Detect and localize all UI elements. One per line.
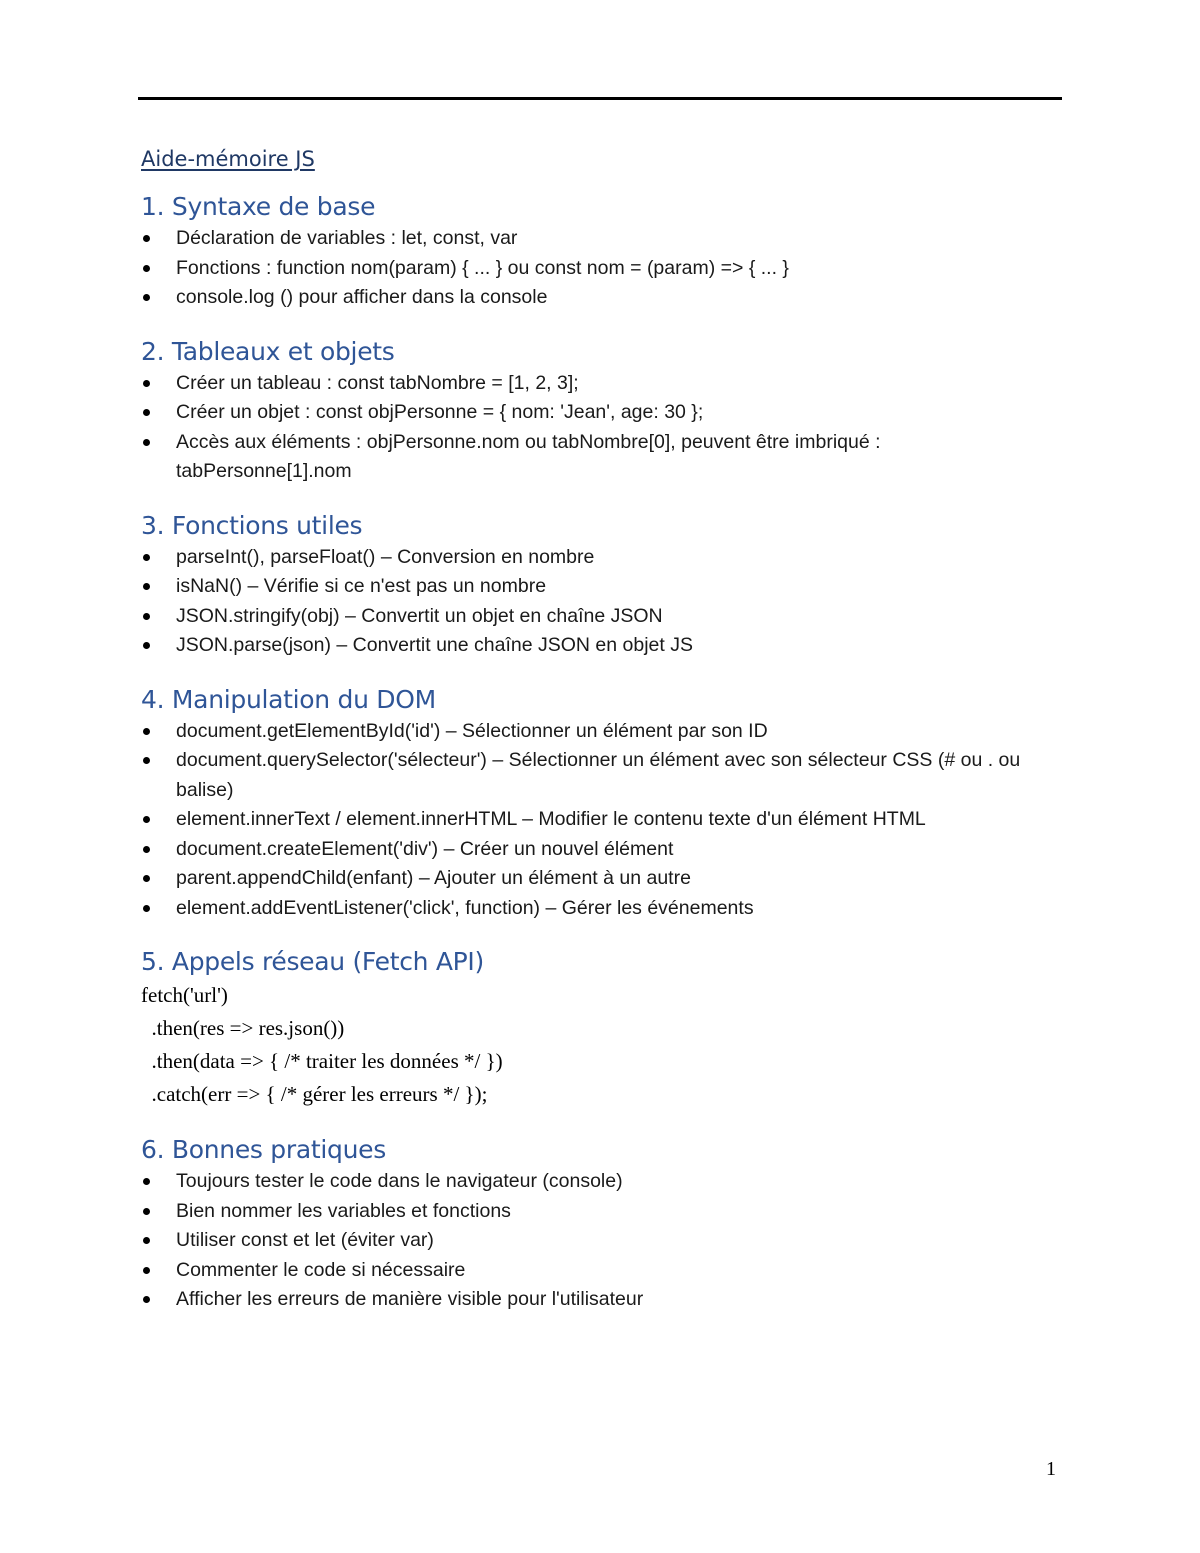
bullet-icon [143,1267,150,1274]
bullet-list [141,543,1061,661]
list-item [141,835,1061,865]
section-heading: 5. Appels réseau (Fetch API) [141,947,484,976]
list-item-text: element.innerText / element.innerHTML – Modifier le contenu texte d'un élément HTML [176,808,926,830]
list-item-text: element.addEventListener('click', function) – Gérer les événements [176,896,754,919]
list-item-text: Fonctions : function nom(param) { ... } ou const nom = (param) => { ... } [176,256,789,279]
bullet-list [141,224,1061,313]
section-bonnes-pratiques [141,1133,1061,1315]
list-item-text: isNaN() – Vérifie si ce n'est pas un nombre [176,575,547,597]
list-item-text: document.getElementById('id') – Sélectionner un élément par son ID [176,719,768,742]
list-item [141,717,1061,747]
list-item-text: Afficher les erreurs de manière visible pour l'utilisateur [176,1288,644,1310]
list-item-text: Créer un tableau : const tabNombre = [1, 2, 3]; [176,371,579,394]
list-item [141,805,1061,835]
list-item [141,572,1061,602]
section-appels-reseau [141,945,1061,1111]
list-item [141,1285,1061,1315]
list-item-text: JSON.stringify(obj) – Convertit un objet en chaîne JSON [176,604,663,627]
list-item [141,631,1061,661]
bullet-icon [143,554,150,561]
bullet-icon [143,409,150,416]
list-item [141,1167,1061,1197]
bullet-list [141,1167,1061,1315]
bullet-icon [143,728,150,735]
list-item [141,254,1061,284]
document-body [141,142,1061,1337]
bullet-icon [143,439,150,446]
bullet-icon [143,265,150,272]
bullet-icon [143,642,150,649]
header-rule [138,97,1062,100]
bullet-list [141,369,1061,487]
list-item [141,864,1061,894]
bullet-icon [143,613,150,620]
bullet-icon [143,875,150,882]
list-item [141,1226,1061,1256]
section-fonctions-utiles [141,509,1061,661]
bullet-icon [143,380,150,387]
code-line: .then(data => { /* traiter les données */ }) [141,1049,503,1073]
bullet-icon [143,1178,150,1185]
bullet-icon [143,1208,150,1215]
list-item [141,894,1061,924]
section-tableaux-et-objets [141,335,1061,487]
bullet-icon [143,846,150,853]
list-item-text: Déclaration de variables : let, const, var [176,227,518,249]
list-item [141,746,1061,805]
section-heading: 6. Bonnes pratiques [141,1135,386,1164]
section-heading: 3. Fonctions utiles [141,510,363,540]
page-number: 1 [1046,1458,1056,1480]
list-item [141,1197,1061,1227]
list-item [141,369,1061,399]
list-item-text: Toujours tester le code dans le navigateur (console) [176,1170,623,1192]
bullet-icon [143,235,150,242]
section-syntaxe-de-base [141,190,1061,313]
code-line: fetch('url') [141,983,228,1007]
list-item-text: JSON.parse(json) – Convertit une chaîne JSON en objet JS [176,634,693,656]
list-item [141,1256,1061,1286]
section-manipulation-du-dom [141,683,1061,924]
list-item-text: Bien nommer les variables et fonctions [176,1199,511,1222]
bullet-icon [143,1237,150,1244]
list-item-text: Créer un objet : const objPersonne = { nom: 'Jean', age: 30 }; [176,401,704,423]
code-line: .catch(err => { /* gérer les erreurs */ }); [141,1082,488,1106]
list-item-text: Accès aux éléments : objPersonne.nom ou tabNombre[0], peuvent être imbriqué : tabPersonne[1].nom [176,430,881,482]
list-item-text: Utiliser const et let (éviter var) [176,1229,434,1251]
list-item [141,398,1061,428]
bullet-icon [143,905,150,912]
list-item-text: console.log () pour afficher dans la console [176,286,548,308]
list-item-text: parseInt(), parseFloat() – Conversion en nombre [176,545,595,568]
section-heading: 2. Tableaux et objets [141,336,395,366]
document-title: Aide-mémoire JS [141,147,315,171]
bullet-icon [143,583,150,590]
bullet-icon [143,1296,150,1303]
list-item [141,283,1061,313]
bullet-icon [143,757,150,764]
code-line: .then(res => res.json()) [141,1016,345,1040]
bullet-icon [143,294,150,301]
bullet-list [141,717,1061,924]
section-heading: 4. Manipulation du DOM [141,684,436,714]
code-block [141,979,1061,1111]
list-item-text: document.querySelector('sélecteur') – Sélectionner un élément avec son sélecteur CSS (# ou . ou balise) [176,749,1021,801]
list-item-text: document.createElement('div') – Créer un nouvel élément [176,837,674,860]
list-item [141,543,1061,573]
list-item-text: Commenter le code si nécessaire [176,1258,466,1281]
bullet-icon [143,816,150,823]
list-item [141,224,1061,254]
list-item [141,428,1061,487]
list-item [141,602,1061,632]
list-item-text: parent.appendChild(enfant) – Ajouter un élément à un autre [176,867,691,889]
section-heading: 1. Syntaxe de base [141,192,376,221]
